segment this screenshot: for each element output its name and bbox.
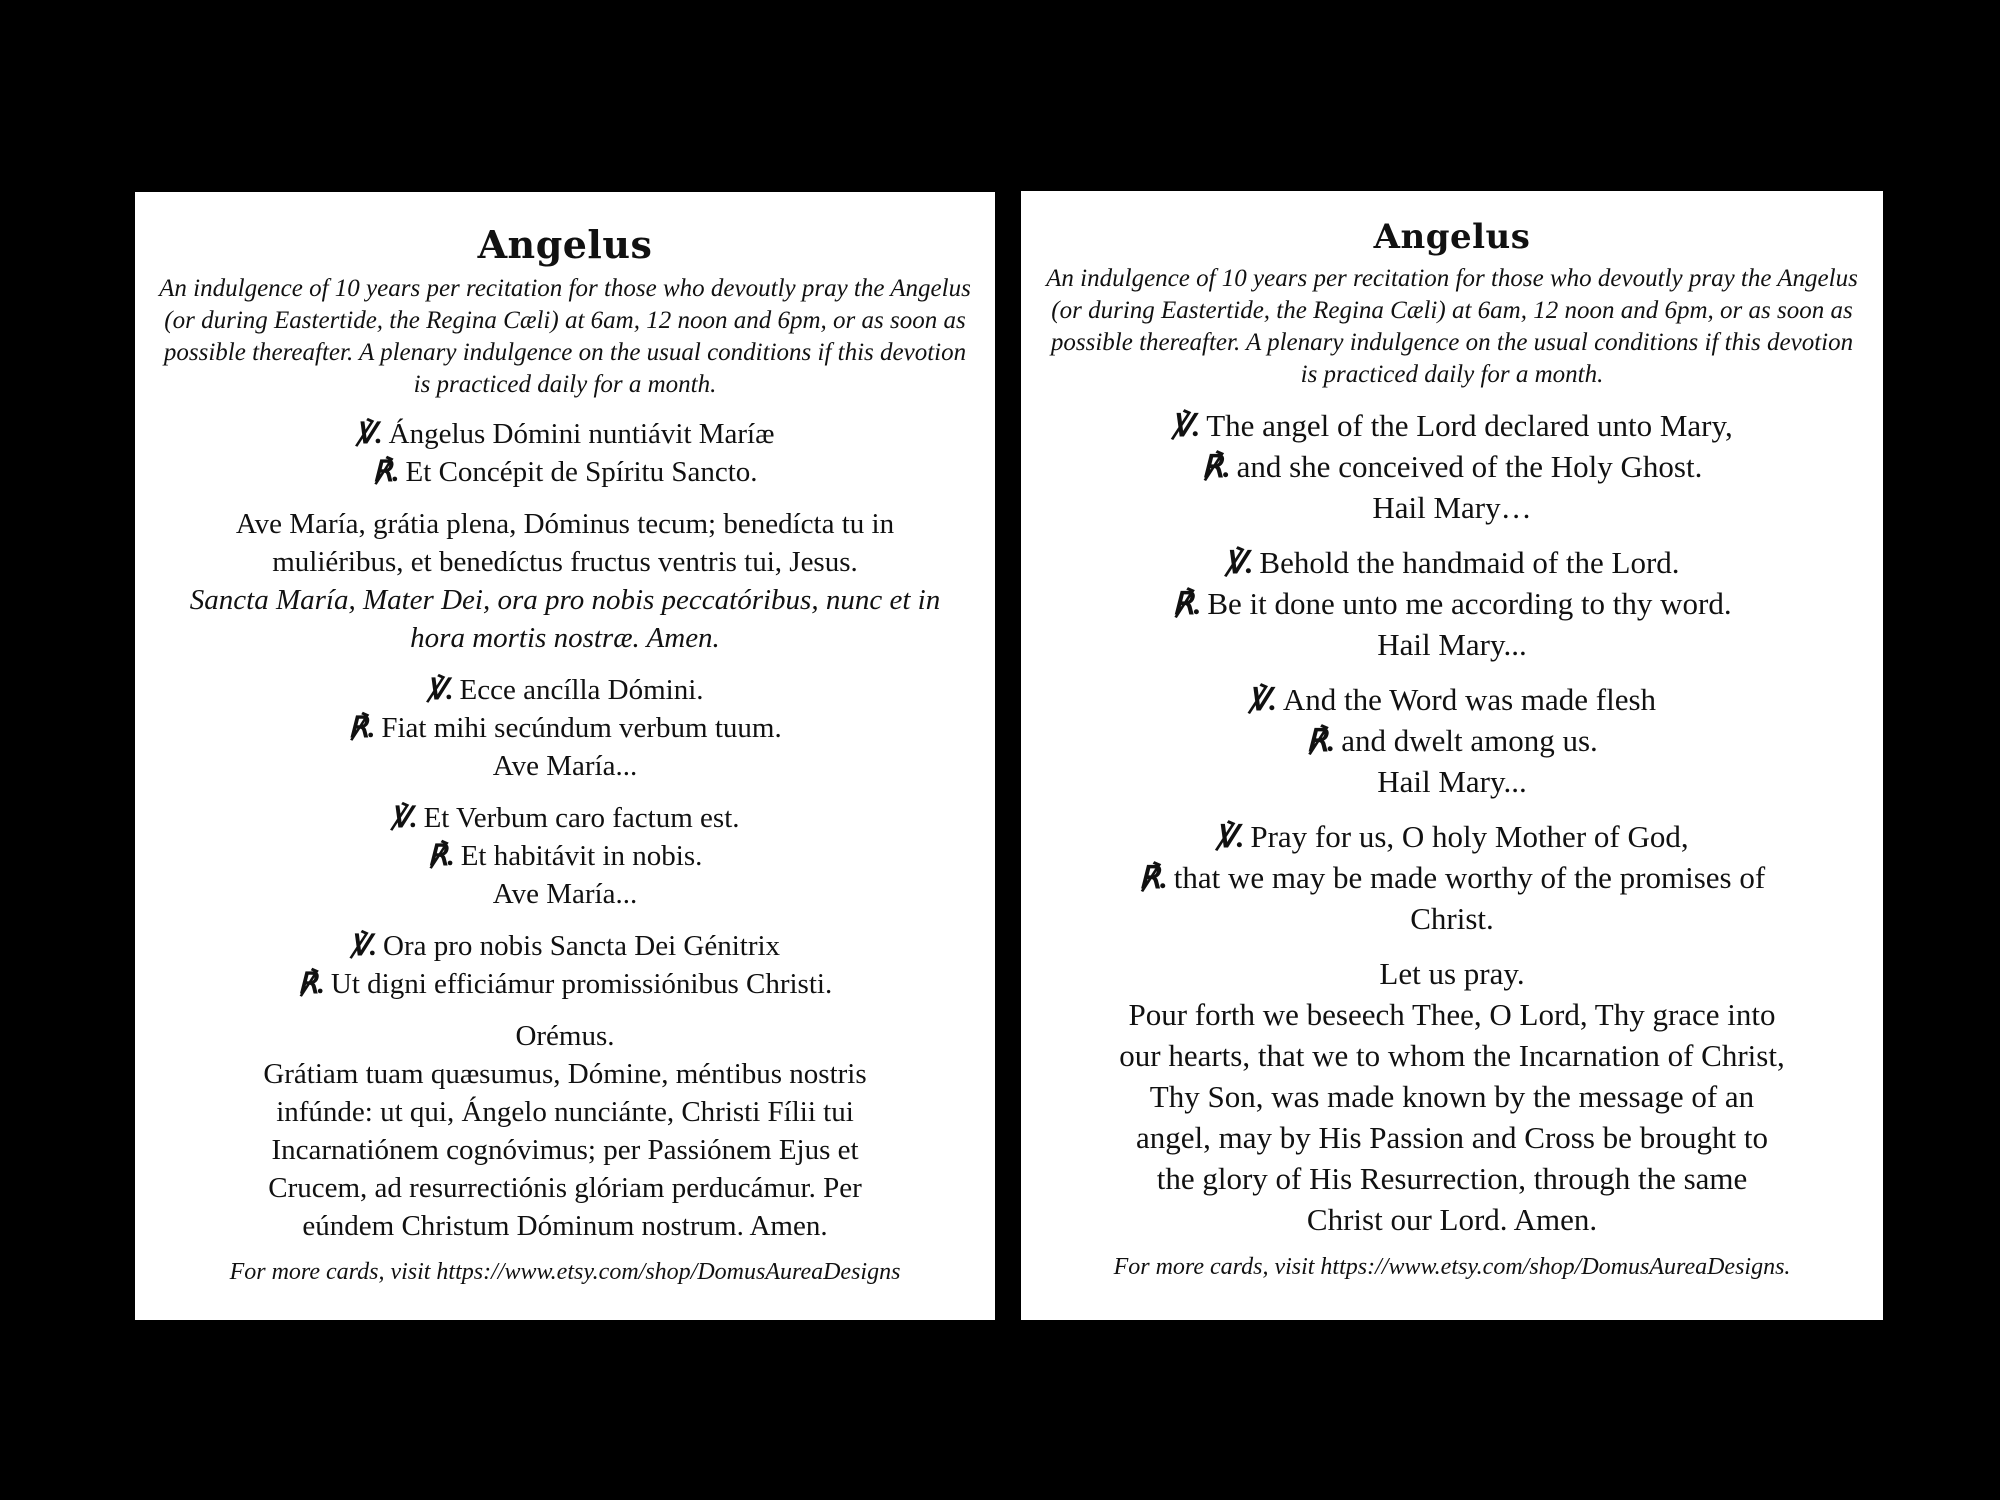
prayer-line: Pour forth we beseech Thee, O Lord, Thy grace into (1128, 997, 1776, 1032)
versicle-text: Ángelus Dómini nuntiávit Maríæ (388, 418, 775, 450)
shop-footer: For more cards, visit https://www.etsy.com/shop/DomusAureaDesigns. (1113, 1254, 1791, 1280)
versicle-text: The angel of the Lord declared unto Mary, (1206, 408, 1733, 443)
prayer-line: Sancta María, Mater Dei, ora pro nobis peccatóribus, nunc et in (189, 584, 941, 616)
versicle-text: Et Verbum caro factum est. (423, 802, 740, 834)
prayer-line: Incarnatiónem cognóvimus; per Passiónem Ejus et (271, 1134, 859, 1166)
prayer-line: Ave María, grátia plena, Dóminus tecum; benedícta tu in (235, 508, 895, 540)
prayer-line: Crucem, ad resurrectiónis glóriam perducámur. Per (268, 1172, 862, 1204)
response-text: Et Concépit de Spíritu Sancto. (405, 456, 758, 488)
response-symbol: ℟. (1201, 449, 1231, 484)
prayer-line: eúndem Christum Dóminum nostrum. Amen. (302, 1210, 828, 1242)
response-text: Ut digni efficiámur promissiónibus Christi. (330, 968, 833, 1000)
response-symbol: ℟. (1306, 723, 1336, 758)
oremus-heading: Orémus. (515, 1020, 615, 1052)
prayer-line: Thy Son, was made known by the message of an (1149, 1079, 1755, 1114)
response-symbol: ℟. (372, 456, 400, 488)
versicle-response-4 (1045, 816, 1859, 939)
versicle-symbol: ℣. (355, 418, 383, 450)
versicle-text: Behold the handmaid of the Lord. (1259, 545, 1680, 580)
response-text: that we may be made worthy of the promises of (1173, 860, 1766, 895)
versicle-text: Pray for us, O holy Mother of God, (1250, 819, 1689, 854)
versicle-response-2 (159, 671, 971, 785)
versicle-symbol: ℣. (1247, 682, 1277, 717)
versicle-symbol: ℣. (1171, 408, 1201, 443)
ave-maria-prayer (159, 505, 971, 657)
response-text-continued: Christ. (1410, 901, 1494, 936)
versicle-text: And the Word was made flesh (1282, 682, 1657, 717)
versicle-response-1 (159, 415, 971, 491)
prayer-line: muliéribus, et benedíctus fructus ventris tui, Jesus. (272, 546, 858, 578)
versicle-symbol: ℣. (390, 802, 418, 834)
shop-footer: For more cards, visit https://www.etsy.com/shop/DomusAureaDesigns (229, 1259, 901, 1285)
versicle-response-2 (1045, 542, 1859, 665)
response-symbol: ℟. (1138, 860, 1168, 895)
response-symbol: ℟. (1172, 586, 1202, 621)
hail-mary-short: Hail Mary... (1377, 627, 1527, 662)
response-text: Fiat mihi secúndum verbum tuum. (381, 712, 782, 744)
versicle-symbol: ℣. (349, 930, 378, 962)
versicle-response-1 (1045, 405, 1859, 528)
hail-mary-short: Hail Mary... (1377, 764, 1527, 799)
prayer-line: our hearts, that we to whom the Incarnation of Christ, (1119, 1038, 1785, 1073)
latin-prayer-card (135, 192, 995, 1320)
english-prayer-card (1021, 191, 1883, 1320)
card-title: Angelus (1373, 217, 1531, 257)
versicle-text: Ecce ancílla Dómini. (459, 674, 704, 706)
versicle-symbol: ℣. (426, 674, 454, 706)
versicle-response-4 (159, 927, 971, 1003)
hail-mary-short: Hail Mary… (1372, 490, 1532, 525)
prayer-line: infúnde: ut qui, Ángelo nunciánte, Christi Fílii tui (276, 1096, 854, 1128)
prayer-line: angel, may by His Passion and Cross be brought to (1135, 1120, 1768, 1155)
card-title: Angelus (477, 222, 653, 267)
prayer-line: Grátiam tuam quæsumus, Dómine, méntibus nostris (263, 1058, 867, 1090)
ave-maria-short: Ave María... (492, 750, 638, 782)
response-symbol: ℟. (348, 712, 376, 744)
response-symbol: ℟. (297, 968, 325, 1000)
response-text: and dwelt among us. (1341, 723, 1598, 758)
prayer-line: the glory of His Resurrection, through the same (1156, 1161, 1748, 1196)
prayer-line: hora mortis nostræ. Amen. (410, 622, 720, 654)
response-text: Et habitávit in nobis. (460, 840, 703, 872)
response-text: Be it done unto me according to thy word. (1207, 586, 1732, 621)
ave-maria-short: Ave María... (492, 878, 638, 910)
versicle-symbol: ℣. (1215, 819, 1245, 854)
closing-prayer (159, 1017, 971, 1245)
prayer-line: Christ our Lord. Amen. (1306, 1202, 1598, 1237)
response-text: and she conceived of the Holy Ghost. (1236, 449, 1703, 484)
indulgence-note: An indulgence of 10 years per recitation for those who devoutly pray the Angelus (or during Eastertide, the Regina Cæli) at 6am, 12 noon and 6pm, or as soon as possible thereafter. A plenary indulgence on the usual conditions if this devotion is practiced daily for a month. (1046, 265, 1858, 388)
versicle-symbol: ℣. (1224, 545, 1254, 580)
versicle-response-3 (159, 799, 971, 913)
closing-prayer (1045, 953, 1859, 1240)
let-us-pray-heading: Let us pray. (1379, 956, 1525, 991)
response-symbol: ℟. (427, 840, 455, 872)
versicle-text: Ora pro nobis Sancta Dei Génitrix (383, 930, 781, 962)
indulgence-note: An indulgence of 10 years per recitation for those who devoutly pray the Angelus (or during Eastertide, the Regina Cæli) at 6am, 12 noon and 6pm, or as soon as possible thereafter. A plenary indulgence on the usual conditions if this devotion is practiced daily for a month. (159, 275, 971, 398)
versicle-response-3 (1045, 679, 1859, 802)
